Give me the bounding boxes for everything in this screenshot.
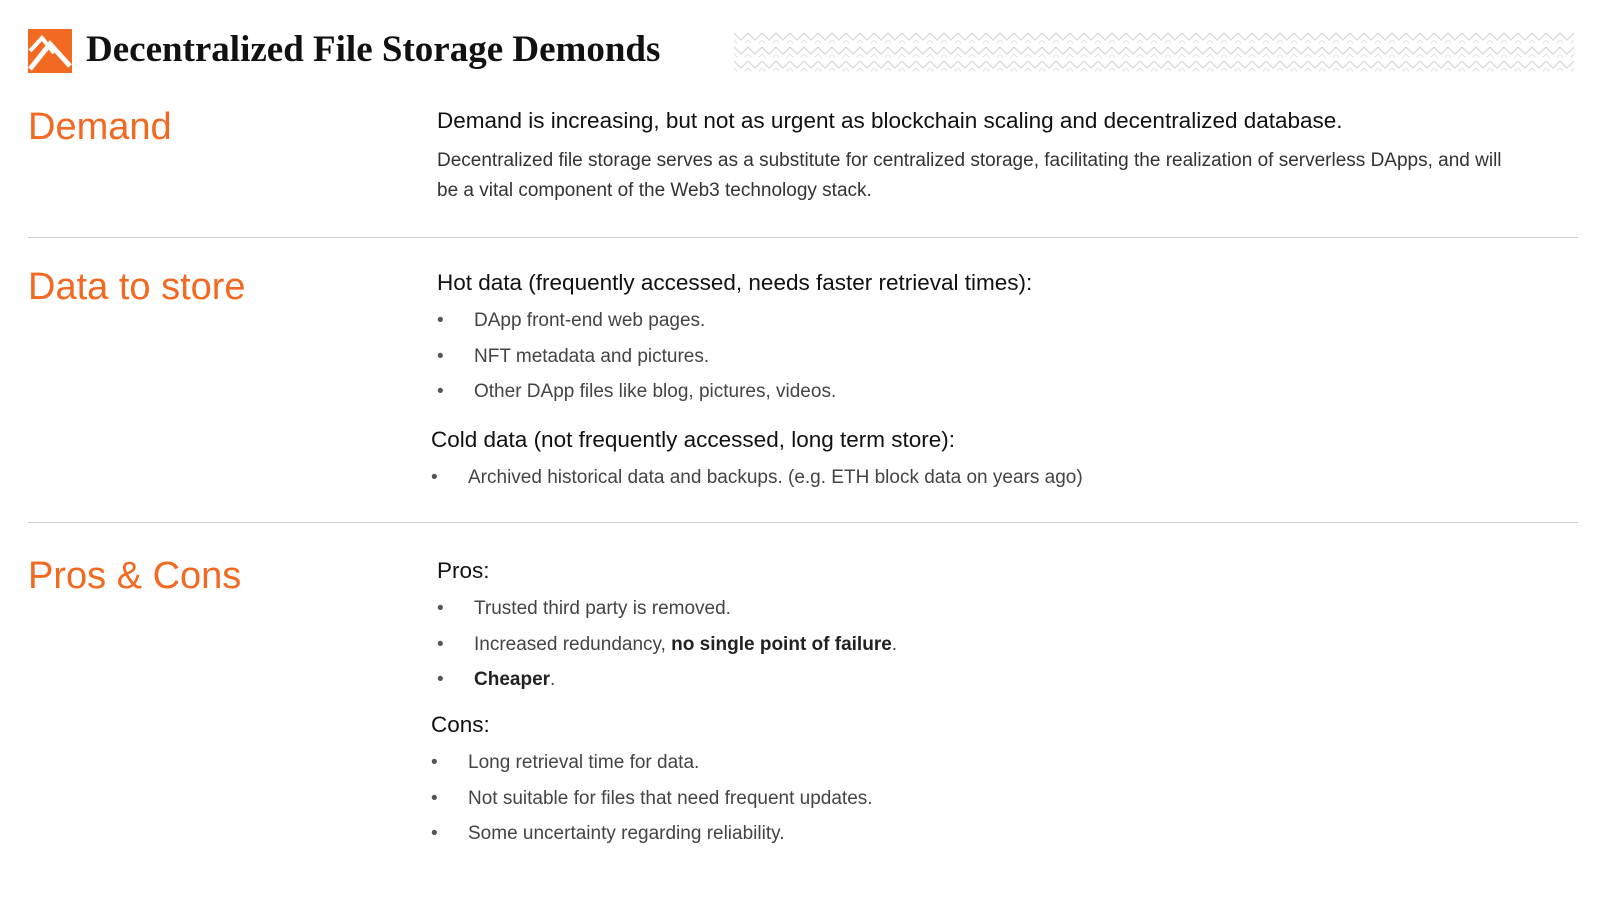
bullet: • <box>437 381 444 402</box>
page-header <box>28 26 1580 76</box>
decorative-zigzag-pattern <box>734 30 1574 72</box>
list-item-text: NFT metadata and pictures. <box>474 345 710 367</box>
cold-data-heading: Cold data (not frequently accessed, long term store): <box>431 427 956 452</box>
pros-item-text: Increased redundancy, <box>474 633 672 655</box>
section-label-pros-cons: Pros & Cons <box>28 555 242 597</box>
pros-item-bold: Cheaper <box>474 669 551 690</box>
bullet: • <box>431 787 438 809</box>
list-item-text: Not suitable for files that need frequent updates. <box>468 787 873 809</box>
bullet: • <box>437 598 444 619</box>
section-divider <box>28 237 1578 238</box>
list-item-text <box>474 598 731 620</box>
pros-item-suffix: . <box>550 669 556 690</box>
demand-heading: Demand is increasing, but not as urgent as blockchain scaling and decentralized database. <box>437 108 1343 133</box>
pros-item-text: Trusted third party is removed. <box>474 598 731 619</box>
list-item-text: DApp front-end web pages. <box>474 310 706 331</box>
list-item-text: Other DApp files like blog, pictures, videos. <box>474 381 837 402</box>
bullet: • <box>437 345 444 367</box>
section-divider <box>28 522 1578 523</box>
section-label-demand: Demand <box>28 106 172 148</box>
bullet: • <box>431 467 438 488</box>
bullet: • <box>437 310 444 331</box>
bullet: • <box>437 633 444 655</box>
bullet: • <box>431 823 438 844</box>
pros-item-suffix: . <box>891 633 898 655</box>
mountain-logo-icon <box>28 29 72 73</box>
cons-heading: Cons: <box>431 712 490 737</box>
page-title: Decentralized File Storage Demonds <box>86 29 661 70</box>
demand-paragraph: Decentralized file storage serves as a substitute for centralized storage, facilitating the realization of serverless DApps, and will be a vital component of the Web3 technology stack. <box>437 150 1502 201</box>
list-item-text <box>474 669 555 691</box>
list-item-text: Archived historical data and backups. (e.g. ETH block data on years ago) <box>468 467 1083 488</box>
list-item-text: Long retrieval time for data. <box>468 752 700 773</box>
bullet: • <box>437 669 444 690</box>
pros-heading: Pros: <box>437 558 490 583</box>
bullet: • <box>431 752 438 773</box>
hot-data-heading: Hot data (frequently accessed, needs faster retrieval times): <box>437 270 1033 295</box>
pros-item-bold: no single point of failure <box>671 633 892 655</box>
section-label-data-to-store: Data to store <box>28 266 246 308</box>
list-item-text <box>474 634 897 656</box>
list-item-text: Some uncertainty regarding reliability. <box>468 823 785 844</box>
